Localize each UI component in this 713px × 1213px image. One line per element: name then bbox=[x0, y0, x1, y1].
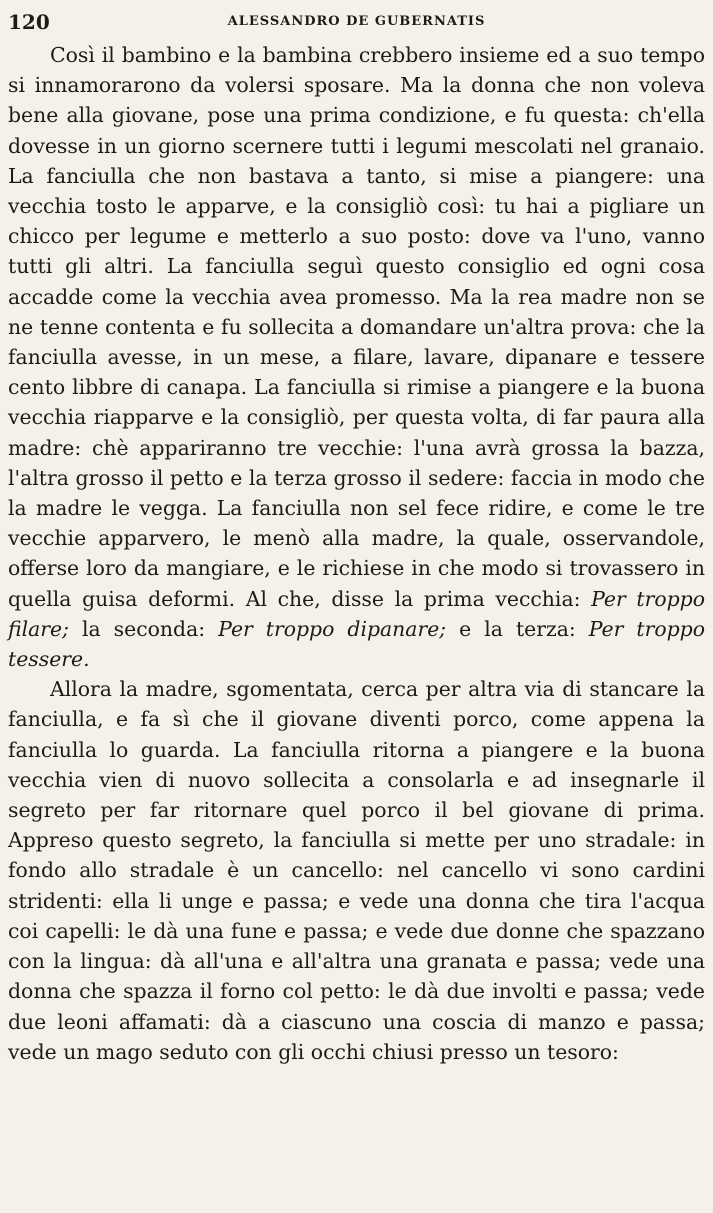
page-number: 120 bbox=[8, 10, 50, 34]
italic-segment: Per troppo filare; bbox=[8, 586, 705, 641]
paragraph-2 bbox=[8, 674, 705, 1067]
running-head: ALESSANDRO DE GUBERNATIS bbox=[227, 14, 486, 29]
paragraph-1 bbox=[8, 40, 705, 674]
text-segment: e la terza: bbox=[446, 616, 589, 641]
text-segment: Così il bambino e la bambina crebbero insieme ed a suo tempo si innamorarono da volersi sposare. Ma la donna che non voleva bene alla giovane, pose una prima condizione, e fu questa: ch'ella dovesse in un giorno scernere tutti i legumi mescolati nel granaio. La fanciulla che non bastava a tanto, si mise a piangere: una vecchia tosto le apparve, e la consigliò così: tu hai a pigliare un chicco per legume e metterlo a suo posto: dove va l'uno, vanno tutti gli altri. La fanciulla seguì questo consiglio ed ogni cosa accadde come la vecchia avea promesso. Ma la rea madre non se ne tenne contenta e fu sollecita a domandare un'altra prova: che la fanciulla avesse, in un mese, a filare, lavare, dipanare e tessere cento libbre di canapa. La fanciulla si rimise a piangere e la buona vecchia riapparve e la consigliò, per questa volta, di far paura alla madre: chè appariranno tre vecchie: l'una avrà grossa la bazza, l'altra grosso il petto e la terza grosso il sedere: faccia in modo che la madre le vegga. La fanciulla non sel fece ridire, e come le tre vecchie apparvero, le menò alla madre, la quale, osservandole, offerse loro da mangiare, e le richiese in che modo si trovassero in quella guisa deformi. Al che, disse la prima vecchia: bbox=[8, 43, 705, 611]
body-text bbox=[8, 40, 705, 1067]
text-segment: Allora la madre, sgomentata, cerca per altra via di stancare la fanciulla, e fa sì che il giovane diventi porco, come appena la fanciulla lo guarda. La fanciulla ritorna a piangere e la buona vecchia vien di nuovo sollecita a consolarla e ad insegnarle il segreto per far ritornare quel porco il bel giovane di prima. Appreso questo segreto, la fanciulla si mette per uno stradale: in fondo allo stradale è un cancello: nel cancello vi sono cardini stridenti: ella li unge e passa; e vede una donna che tira l'acqua coi capelli: le dà una fune e passa; e vede due donne che spazzano con la lingua: dà all'una e all'altra una granata e passa; vede una donna che spazza il forno col petto: le dà due involti e passa; vede due leoni affamati: dà a ciascuno una coscia di manzo e passa; vede un mago seduto con gli occhi chiusi presso un tesoro: bbox=[8, 677, 705, 1064]
italic-segment: Per troppo dipanare; bbox=[218, 616, 447, 641]
italic-segment: Per troppo tessere. bbox=[8, 616, 705, 672]
page-header bbox=[8, 8, 705, 38]
text-segment: la seconda: bbox=[68, 616, 219, 641]
